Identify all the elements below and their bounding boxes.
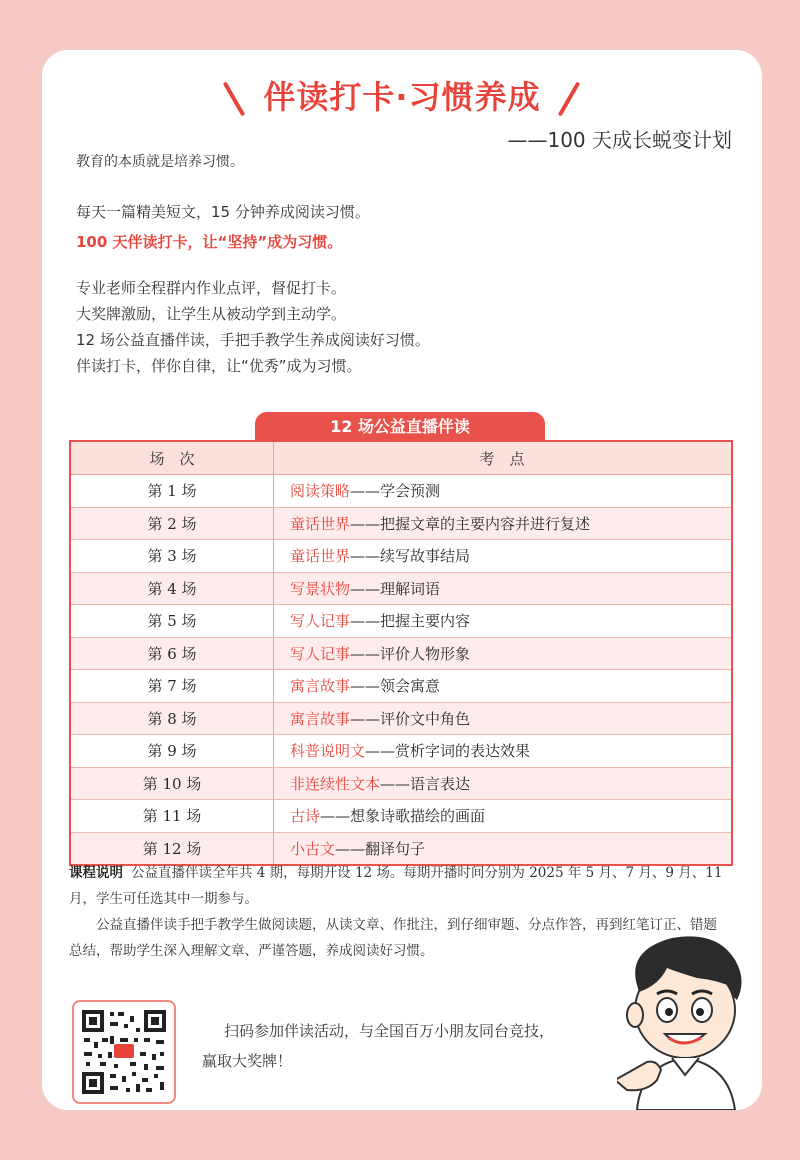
topic-detail: ——评价人物形象 (350, 644, 471, 663)
intro-line-1: 教育的本质就是培养习惯。 (76, 154, 244, 170)
table-row (70, 767, 732, 800)
session-cell: 第 10 场 (70, 767, 274, 800)
topic-detail: ——把握文章的主要内容并进行复述 (350, 514, 591, 533)
session-cell: 第 2 场 (70, 507, 274, 540)
notes-text-2: 公益直播伴读手把手教学生做阅读题，从读文章、作批注，到仔细审题、分点作答，再到红笔订正、错题总结，帮助学生深入理解文章、严谨答题，养成阅读好习惯。 (69, 917, 717, 959)
signup-text (202, 1016, 554, 1076)
page-title: 伴读打卡·习惯养成 (263, 78, 541, 116)
table-row (70, 800, 732, 833)
intro-line-6: 12 场公益直播伴读，手把手教学生养成阅读好习惯。 (76, 331, 430, 349)
topic-category: 寓言故事 (290, 677, 351, 696)
intro-line-5: 大奖牌激励，让学生从被动学到主动学。 (76, 305, 347, 323)
topic-detail: ——想象诗歌描绘的画面 (320, 807, 486, 826)
table-title-tab: 12 场公益直播伴读 (255, 412, 545, 442)
topic-cell (274, 572, 733, 605)
topic-cell (274, 637, 733, 670)
session-cell: 第 8 场 (70, 702, 274, 735)
col-header-topic: 考 点 (274, 441, 733, 475)
qr-code-image (80, 1008, 168, 1096)
session-cell: 第 9 场 (70, 735, 274, 768)
notes-label: 课程说明 (69, 865, 123, 881)
signup-line-1: 扫码参加伴读活动，与全国百万小朋友同台竞技， (224, 1022, 555, 1040)
table-header-row (70, 441, 732, 475)
qr-code[interactable] (72, 1000, 176, 1104)
content-card (42, 50, 762, 1110)
topic-detail: ——翻译句子 (335, 839, 426, 858)
table-row (70, 507, 732, 540)
table-row (70, 735, 732, 768)
topic-category: 非连续性文本 (290, 774, 381, 793)
session-cell: 第 5 场 (70, 605, 274, 638)
topic-category: 童话世界 (290, 547, 351, 566)
topic-category: 小古文 (290, 839, 336, 858)
topic-detail: ——把握主要内容 (350, 612, 471, 631)
session-cell: 第 4 场 (70, 572, 274, 605)
topic-category: 写景状物 (290, 579, 351, 598)
session-cell: 第 7 场 (70, 670, 274, 703)
title-row (42, 72, 762, 122)
topic-category: 写人记事 (290, 612, 351, 631)
topic-category: 童话世界 (290, 514, 351, 533)
topic-detail: ——语言表达 (380, 774, 471, 793)
session-cell: 第 3 场 (70, 540, 274, 573)
topic-detail: ——理解词语 (350, 579, 441, 598)
topic-cell (274, 735, 733, 768)
notes-text-1: 公益直播伴读全年共 4 期，每期开设 12 场。每期开播时间分别为 2025 年 5 月、7 月、9 月、11 月，学生可任选其中一期参与。 (69, 865, 723, 907)
topic-detail: ——学会预测 (350, 482, 441, 501)
topic-cell (274, 475, 733, 508)
page-subtitle: ——100 天成长蜕变计划 (507, 128, 732, 152)
intro-line-2: 每天一篇精美短文，15 分钟养成阅读习惯。 (76, 203, 370, 221)
table-row (70, 702, 732, 735)
table-row (70, 637, 732, 670)
topic-cell (274, 767, 733, 800)
topic-cell (274, 670, 733, 703)
intro-line-3: 100 天伴读打卡，让“坚持”成为习惯。 (76, 233, 343, 251)
topic-category: 写人记事 (290, 644, 351, 663)
topic-category: 阅读策略 (290, 482, 351, 501)
session-cell: 第 6 场 (70, 637, 274, 670)
session-cell: 第 1 场 (70, 475, 274, 508)
topic-cell (274, 800, 733, 833)
table-row (70, 670, 732, 703)
topic-category: 科普说明文 (290, 742, 366, 761)
topic-detail: ——赏析字词的表达效果 (365, 742, 531, 761)
topic-cell (274, 507, 733, 540)
signup-line-2: 赢取大奖牌！ (202, 1052, 293, 1070)
table-row (70, 475, 732, 508)
intro-line-7: 伴读打卡，伴你自律，让“优秀”成为习惯。 (76, 357, 362, 375)
col-header-session: 场 次 (70, 441, 274, 475)
table-row (70, 540, 732, 573)
table-row (70, 572, 732, 605)
mascot-illustration (617, 930, 762, 1110)
topic-detail: ——续写故事结局 (350, 547, 471, 566)
session-cell: 第 11 场 (70, 800, 274, 833)
table-row (70, 605, 732, 638)
intro-line-4: 专业老师全程群内作业点评，督促打卡。 (76, 279, 347, 297)
topic-cell (274, 702, 733, 735)
topic-cell (274, 540, 733, 573)
topic-category: 古诗 (290, 807, 321, 826)
topic-cell (274, 605, 733, 638)
topic-detail: ——领会寓意 (350, 677, 441, 696)
topic-detail: ——评价文中角色 (350, 709, 471, 728)
topic-category: 寓言故事 (290, 709, 351, 728)
session-cell: 第 12 场 (70, 832, 274, 865)
schedule-table (69, 440, 733, 866)
table-body (70, 475, 732, 866)
